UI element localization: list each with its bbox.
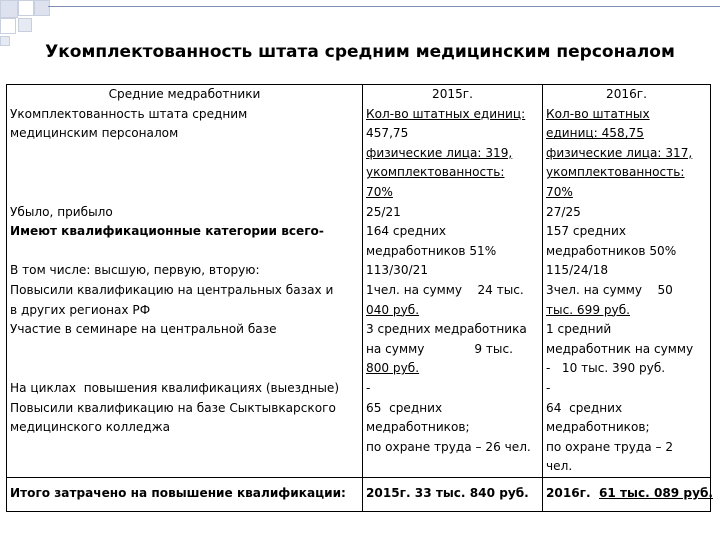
cell-line: 27/25: [546, 204, 581, 219]
row-label: [7, 105, 363, 203]
value-2015: [363, 399, 543, 478]
cell-line: физические лица: 317,: [546, 145, 693, 160]
cell-line: 3 средних медработника: [366, 322, 527, 337]
value-2016: [543, 203, 711, 223]
cell-line: 115/24/18: [546, 263, 609, 278]
staffing-table: [6, 84, 711, 512]
total-label: [7, 477, 363, 512]
cell-line: -: [546, 380, 551, 395]
value-2016: [543, 105, 711, 203]
cell-line: В том числе: высшую, первую, вторую:: [10, 263, 260, 278]
cell-line: единиц: 458,75: [546, 126, 644, 141]
total-2015: [363, 477, 543, 512]
table-row: [7, 320, 711, 379]
decor-square: [18, 18, 32, 32]
cell-line: медработников;: [366, 420, 470, 435]
cell-line: Итого затрачено на повышение квалификации:: [10, 485, 346, 500]
cell-line: 164 средних: [366, 224, 446, 239]
cell-line: Убыло, прибыло: [10, 204, 113, 219]
value-2015: [363, 261, 543, 281]
value-2016: [543, 261, 711, 281]
cell-line: в других регионах РФ: [10, 302, 151, 317]
cell-line: Имеют квалификационные категории всего-: [10, 224, 324, 239]
value-2015: [363, 105, 543, 203]
cell-line: 70%: [546, 184, 573, 199]
cell-line: чел.: [546, 459, 573, 474]
cell-line: 457,75: [366, 126, 409, 141]
cell-line: Повысили квалификацию на центральных базах и: [10, 282, 334, 297]
cell-line: медработник на сумму: [546, 341, 694, 356]
cell-line: Укомплектованность штата средним: [10, 106, 248, 121]
value-2015: [363, 203, 543, 223]
cell-line: медицинским персоналом: [10, 126, 179, 141]
cell-line: 64 средних: [546, 400, 623, 415]
value-2016: [543, 379, 711, 399]
table-row: [7, 222, 711, 261]
cell-line: Кол-во штатных единиц:: [366, 106, 526, 121]
row-label: [7, 399, 363, 478]
decor-square: [34, 0, 50, 16]
row-label: [7, 222, 363, 261]
table-row: [7, 203, 711, 223]
cell-line: Повысили квалификацию на базе Сыктывкарского: [10, 400, 336, 415]
cell-line: 1 средний: [546, 322, 612, 337]
cell-line: Кол-во штатных: [546, 106, 650, 121]
cell-line: На циклах повышения квалификациях (выездные): [10, 380, 340, 395]
cell-line: 157 средних: [546, 224, 626, 239]
row-label: [7, 261, 363, 281]
table-row: [7, 261, 711, 281]
cell-line: 2016г.: [546, 485, 599, 500]
cell-line: - 10 тыс. 390 руб.: [546, 361, 666, 376]
cell-line: укомплектованность:: [366, 165, 505, 180]
cell-line: медработников 50%: [546, 243, 677, 258]
cell-line: -: [366, 380, 371, 395]
decor-line: [48, 6, 720, 7]
cell-line: 2015г. 33 тыс. 840 руб.: [366, 485, 529, 500]
value-2015: [363, 281, 543, 320]
value-2016: [543, 222, 711, 261]
cell-line: укомплектованность:: [546, 165, 685, 180]
cell-line: по охране труда – 26 чел.: [366, 439, 531, 454]
cell-line: 040 руб.: [366, 302, 420, 317]
row-label: [7, 379, 363, 399]
cell-line: тыс. 699 руб.: [546, 302, 630, 317]
cell-line: Участие в семинаре на центральной базе: [10, 322, 277, 337]
row-label: [7, 203, 363, 223]
decor-square: [0, 18, 16, 34]
value-2015: [363, 320, 543, 379]
cell-line: 800 руб.: [366, 361, 420, 376]
cell-line: 25/21: [366, 204, 401, 219]
cell-line: 113/30/21: [366, 263, 429, 278]
value-2015: [363, 379, 543, 399]
decor-square: [0, 0, 18, 18]
cell-line: медицинского колледжа: [10, 420, 171, 435]
total-2016: [543, 477, 711, 512]
total-row: [7, 477, 711, 512]
table-row: [7, 281, 711, 320]
value-2016: [543, 320, 711, 379]
decor-square: [18, 0, 34, 16]
cell-line: 3чел. на сумму 50: [546, 282, 673, 297]
cell-line: медработников 51%: [366, 243, 497, 258]
row-label: [7, 320, 363, 379]
cell-line: по охране труда – 2: [546, 439, 674, 454]
cell-line: физические лица: 319,: [366, 145, 513, 160]
cell-line: 61 тыс. 089 руб.: [599, 485, 713, 500]
value-2016: [543, 281, 711, 320]
row-label: [7, 281, 363, 320]
cell-line: 70%: [366, 184, 393, 199]
cell-line: 1чел. на сумму 24 тыс.: [366, 282, 524, 297]
header-col-category: Средние медработники: [7, 85, 363, 105]
table-row: [7, 399, 711, 478]
page-title: Укомплектованность штата средним медицинским персоналом: [45, 42, 675, 62]
table-row: [7, 379, 711, 399]
cell-line: 65 средних: [366, 400, 443, 415]
value-2015: [363, 222, 543, 261]
header-col-2015: 2015г.: [363, 85, 543, 105]
cell-line: на сумму 9 тыс.: [366, 341, 513, 356]
cell-line: медработников;: [546, 420, 650, 435]
table-row: [7, 105, 711, 203]
value-2016: [543, 399, 711, 478]
header-row: [7, 85, 711, 105]
header-col-2016: 2016г.: [543, 85, 711, 105]
